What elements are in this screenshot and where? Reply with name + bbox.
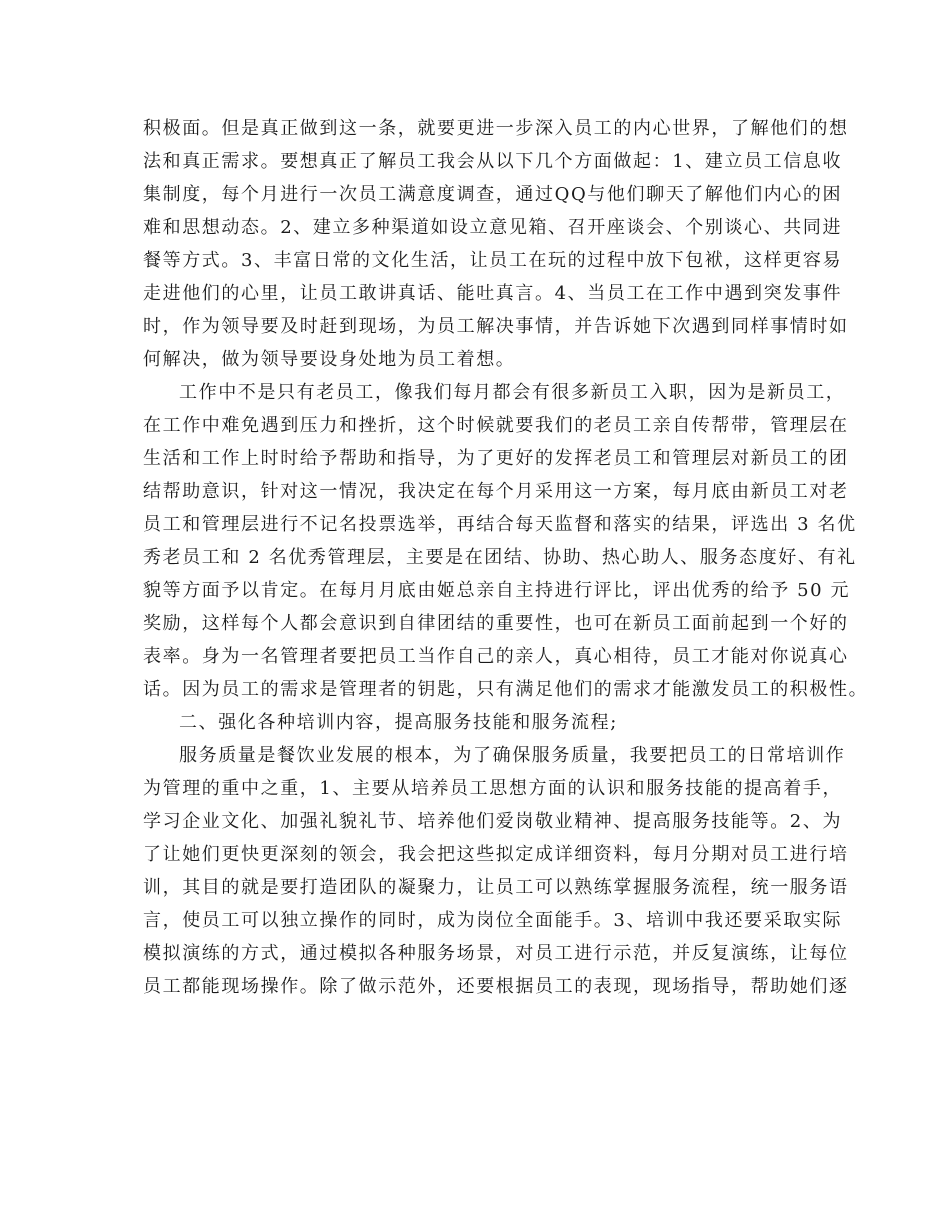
text-line: 员工和管理层进行不记名投票选举，再结合每天监督和落实的结果，评选出 3 名优 [143, 514, 857, 535]
text-line: 为管理的重中之重，1、主要从培养员工思想方面的认识和服务技能的提高着手， [143, 778, 843, 799]
text-line: 学习企业文化、加强礼貌礼节、培养他们爱岗敬业精神、提高服务技能等。2、为 [143, 811, 843, 832]
text-line: 走进他们的心里，让员工敢讲真话、能吐真言。4、当员工在工作中遇到突发事件 [143, 283, 843, 304]
text-line: 工作中不是只有老员工，像我们每月都会有很多新员工入职，因为是新员工， [179, 382, 846, 403]
text-line: 法和真正需求。要想真正了解员工我会从以下几个方面做起：1、建立员工信息收 [143, 151, 843, 172]
text-line: 积极面。但是真正做到这一条，就要更进一步深入员工的内心世界，了解他们的想 [143, 118, 849, 139]
text-line: 服务质量是餐饮业发展的根本，为了确保服务质量，我要把员工的日常培训作 [179, 745, 846, 766]
text-line: 二、强化各种培训内容，提高服务技能和服务流程; [179, 712, 618, 733]
document-body [143, 112, 869, 1003]
text-line: 集制度，每个月进行一次员工满意度调查，通过QQ与他们聊天了解他们内心的困 [143, 184, 843, 205]
text-line: 貌等方面予以肯定。在每月月底由姬总亲自主持进行评比，评出优秀的给予 50 元 [143, 580, 851, 601]
text-line: 训，其目的就是要打造团队的凝聚力，让员工可以熟练掌握服务流程，统一服务语 [143, 877, 849, 898]
text-line: 了让她们更快更深刻的领会，我会把这些拟定成详细资料，每月分期对员工进行培 [143, 844, 849, 865]
text-line: 奖励，这样每个人都会意识到自律团结的重要性，也可在新员工面前起到一个好的 [143, 613, 849, 634]
text-line: 话。因为员工的需求是管理者的钥匙，只有满足他们的需求才能激发员工的积极性。 [143, 679, 869, 700]
text-line: 生活和工作上时时给予帮助和指导，为了更好的发挥老员工和管理层对新员工的团 [143, 448, 849, 469]
text-line: 秀老员工和 2 名优秀管理层，主要是在团结、协助、热心助人、服务态度好、有礼 [143, 547, 857, 568]
text-line: 言，使员工可以独立操作的同时，成为岗位全面能手。3、培训中我还要采取实际 [143, 910, 843, 931]
text-line: 模拟演练的方式，通过模拟各种服务场景，对员工进行示范，并反复演练，让每位 [143, 943, 849, 964]
text-line: 餐等方式。3、丰富日常的文化生活，让员工在玩的过程中放下包袱，这样更容易 [143, 250, 843, 271]
text-line: 结帮助意识，针对这一情况，我决定在每个月采用这一方案，每月底由新员工对老 [143, 481, 849, 502]
text-line: 表率。身为一名管理者要把员工当作自己的亲人，真心相待，员工才能对你说真心 [143, 646, 849, 667]
text-line: 时，作为领导要及时赶到现场，为员工解决事情，并告诉她下次遇到同样事情时如 [143, 316, 849, 337]
text-line: 何解决，做为领导要设身处地为员工着想。 [143, 349, 516, 370]
text-line: 难和思想动态。2、建立多种渠道如设立意见箱、召开座谈会、个别谈心、共同进 [143, 217, 843, 238]
text-line: 在工作中难免遇到压力和挫折，这个时候就要我们的老员工亲自传帮带，管理层在 [143, 415, 849, 436]
text-line: 员工都能现场操作。除了做示范外，还要根据员工的表现，现场指导，帮助她们逐 [143, 976, 849, 997]
